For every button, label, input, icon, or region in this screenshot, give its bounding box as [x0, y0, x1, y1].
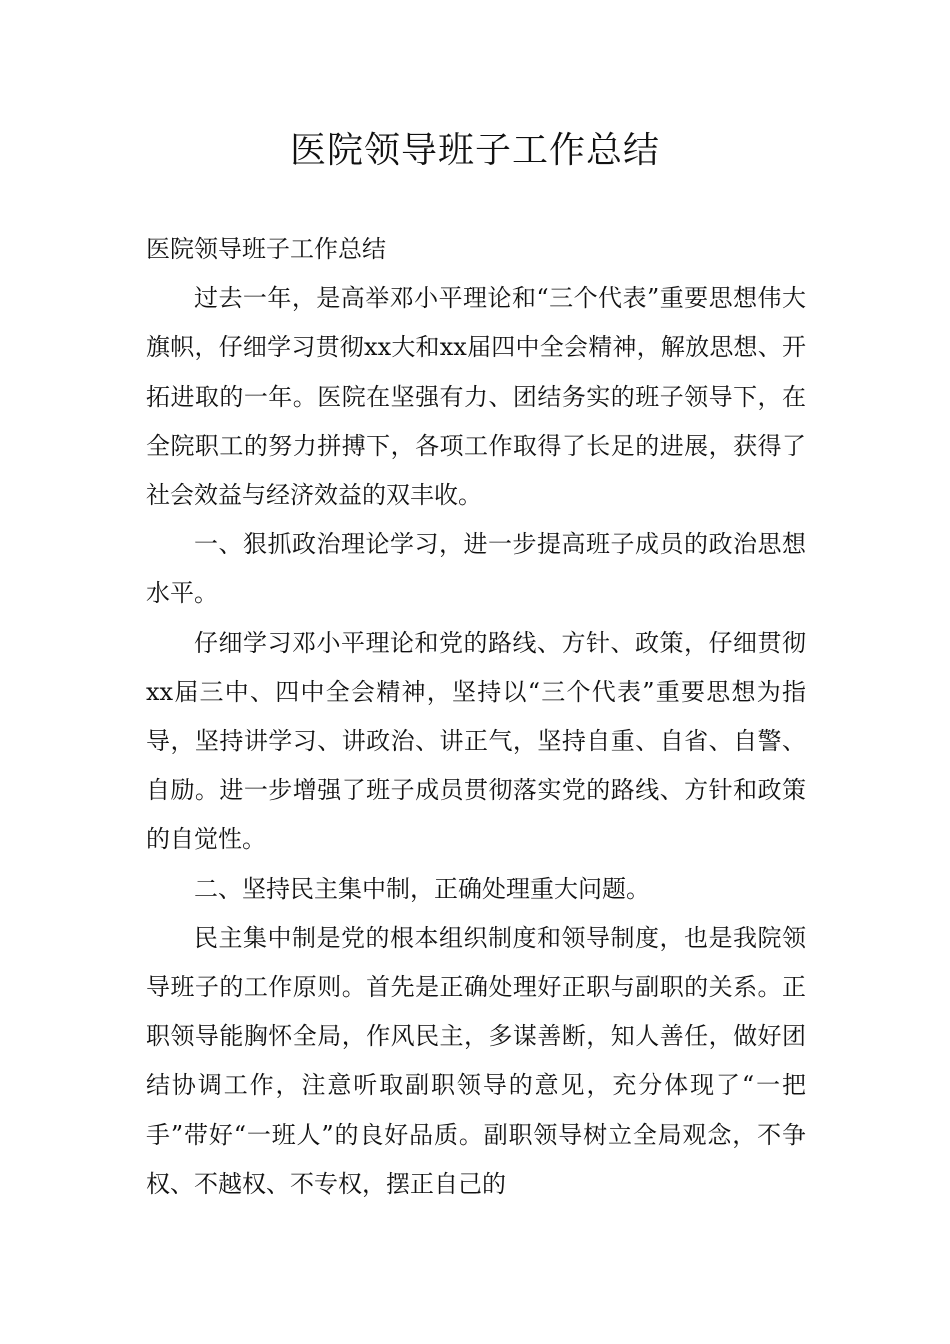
document-body — [146, 225, 806, 1209]
document-title: 医院领导班子工作总结 — [289, 130, 660, 171]
section-heading-2: 二、坚持民主集中制，正确处理重大问题。 — [194, 874, 650, 903]
section-heading-1: 一、狠抓政治理论学习，进一步提高班子成员的政治思想水平。 — [146, 530, 806, 608]
paragraph-section-1: 仔细学习邓小平理论和党的路线、方针、政策，仔细贯彻xx届三中、四中全会精神，坚持以“三个代表”重要思想为指导，坚持讲学习、讲政治、讲正气，坚持自重、自省、自警、自励。进一步增强了班子成员贯彻落实党的路线、方针和政策的自觉性。 — [146, 628, 806, 854]
paragraph-subtitle: 医院领导班子工作总结 — [146, 235, 386, 263]
paragraph-section-2: 民主集中制是党的根本组织制度和领导制度，也是我院领导班子的工作原则。首先是正确处理好正职与副职的关系。正职领导能胸怀全局，作风民主，多谋善断，知人善任，做好团结协调工作，注意听取副职领导的意见，充分体现了“一把手”带好“一班人”的良好品质。副职领导树立全局观念，不争权、不越权、不专权，摆正自己的 — [146, 923, 806, 1198]
paragraph-intro: 过去一年，是高举邓小平理论和“三个代表”重要思想伟大旗帜，仔细学习贯彻xx大和xx届四中全会精神，解放思想、开拓进取的一年。医院在坚强有力、团结务实的班子领导下，在全院职工的努力拼搏下，各项工作取得了长足的进展，获得了社会效益与经济效益的双丰收。 — [146, 284, 806, 510]
